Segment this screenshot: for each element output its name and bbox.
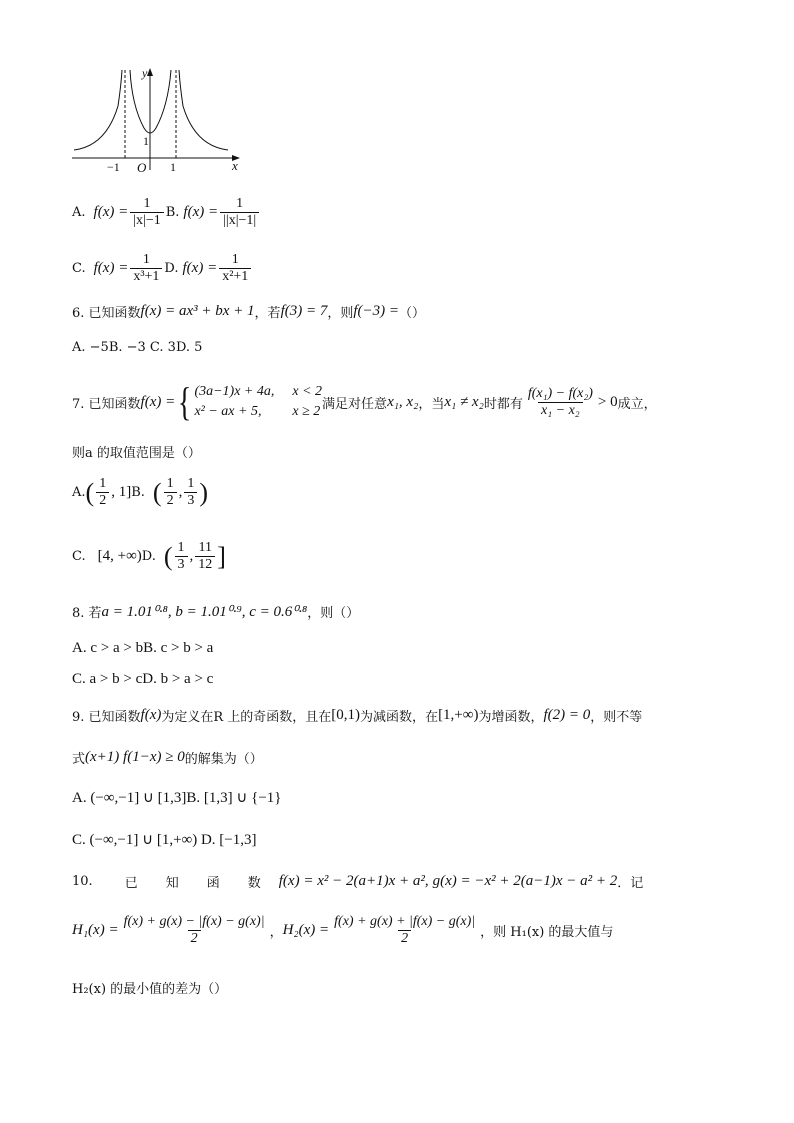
q6-stem-d: （） bbox=[399, 306, 426, 321]
q9-interval1: [0,1) bbox=[331, 707, 361, 723]
q5-b-fraction bbox=[220, 196, 259, 229]
q7-d-den1: 3 bbox=[175, 556, 188, 573]
q10-h1-num: f(x) + g(x) − |f(x) − g(x)| bbox=[123, 914, 265, 929]
q5-c-label: C. bbox=[72, 261, 86, 276]
q9-line1-b: 为定义在R 上的奇函数，且在 bbox=[161, 710, 332, 725]
q10-f: f(x) = x² − 2(a+1)x + a², bbox=[278, 873, 429, 889]
q7-d-frac2 bbox=[195, 540, 215, 573]
q9-line1-d: 为增函数， bbox=[478, 710, 544, 725]
graph-one-label: 1 bbox=[170, 160, 176, 174]
y-axis-arrow bbox=[147, 68, 153, 76]
q7-b-den1: 2 bbox=[164, 492, 177, 509]
graph-origin-label: O bbox=[137, 160, 147, 175]
q10-ji: ．记 bbox=[617, 876, 644, 891]
q7-cases bbox=[194, 382, 322, 422]
q9-line1-e: ，则不等 bbox=[590, 710, 643, 725]
q9-interval2: [1,+∞) bbox=[438, 707, 479, 723]
q7-b-num2: 1 bbox=[187, 476, 195, 491]
q10-h2-lhs: H₂(x) = bbox=[282, 922, 330, 938]
q7-b-label: B. bbox=[131, 485, 145, 500]
q10-h2-num: f(x) + g(x) + |f(x) − g(x)| bbox=[334, 914, 476, 929]
q10-g: g(x) = −x² + 2(a−1)x − a² + 2 bbox=[432, 873, 618, 889]
graph-y-one-label: 1 bbox=[143, 134, 149, 148]
q10-w4: 函 bbox=[206, 876, 220, 891]
q8-stem-a: 8. 若 bbox=[72, 606, 102, 621]
q5-a-den: |x|−1 bbox=[130, 212, 164, 229]
q6-cond: f(3) = 7 bbox=[280, 303, 328, 319]
q5-a-num: 1 bbox=[143, 196, 151, 211]
q7-a-frac bbox=[96, 476, 109, 509]
q10-h1-frac bbox=[121, 914, 268, 947]
graph-neg-one-label: −1 bbox=[107, 160, 120, 174]
q7-b-den2: 3 bbox=[184, 492, 197, 509]
q5-b-label: B. bbox=[165, 205, 180, 220]
q6-stem-b: ，若 bbox=[254, 306, 281, 321]
q7-options-ab bbox=[72, 476, 208, 509]
q8-stem bbox=[72, 602, 359, 621]
q10-h2-frac bbox=[331, 914, 478, 947]
q6-stem-a: 6. 已知函数 bbox=[72, 306, 141, 321]
q10-number: 10. bbox=[72, 874, 93, 889]
function-graph bbox=[66, 66, 248, 178]
q7-d-close: ] bbox=[217, 541, 226, 571]
q8-stem-b: ，则（） bbox=[307, 606, 360, 621]
q10-w2: 已 bbox=[124, 876, 138, 891]
q7-brace: { bbox=[178, 379, 192, 424]
q7-frac-num: f(x₁) − f(x₂) bbox=[527, 385, 593, 401]
q7-stem-e: 成立， bbox=[617, 396, 657, 412]
q5-d-num: 1 bbox=[231, 252, 239, 267]
q7-stem-c: ，当 bbox=[418, 396, 445, 412]
q10-h1-lhs: H₁(x) = bbox=[72, 922, 119, 938]
q9-line1-a: 9. 已知函数 bbox=[72, 710, 141, 725]
q7-b-open: ( bbox=[152, 477, 162, 507]
q5-options-cd bbox=[72, 252, 253, 285]
q9-options-cd: C. (−∞,−1] ∪ [1,+∞) D. [−1,3] bbox=[72, 832, 257, 848]
q8-options-ab: A. c > a > bB. c > b > a bbox=[72, 640, 214, 656]
q7-fraction bbox=[525, 386, 596, 419]
q6-ask: f(−3) = bbox=[353, 303, 400, 319]
q7-stem bbox=[72, 379, 657, 424]
q5-d-den: x²+1 bbox=[219, 268, 251, 285]
q10-line1 bbox=[72, 872, 643, 891]
q7-b-close: ) bbox=[199, 477, 208, 507]
q10-line2: H₁(x) = $\frac{f(x) + g(x) - |f(x) - g(x)|}{2}$ ， H₂(x) = $\frac{f(x) + g(x) + |f(x) - g(x)|}{2}$ ，则 H₁(x) 的最大值与 bbox=[72, 914, 614, 946]
q7-cond1: x < 2 bbox=[292, 384, 323, 399]
q10-h2-den: 2 bbox=[398, 930, 411, 947]
q7-a-open: ( bbox=[85, 477, 95, 507]
q7-b-comma: , bbox=[178, 484, 183, 500]
q10-tail: ，则 H₁(x) 的最大值与 bbox=[480, 925, 614, 940]
q7-a-num1: 1 bbox=[99, 476, 107, 491]
graph-x-label: x bbox=[232, 158, 238, 173]
q9-line2-b: 的解集为（） bbox=[184, 752, 263, 767]
q7-case1: (3a−1)x + 4a, bbox=[194, 384, 275, 399]
q7-frac-den: x₁ − x₂ bbox=[538, 402, 583, 419]
q8-options-cd: C. a > b > cD. b > a > c bbox=[72, 671, 214, 687]
q7-stem-b: 满足对任意 bbox=[322, 396, 388, 412]
q9-f2: f(2) = 0 bbox=[543, 707, 591, 723]
q5-options-ab bbox=[72, 196, 261, 229]
q5-d-label: D. bbox=[164, 261, 179, 276]
q5-d-fraction bbox=[219, 252, 251, 285]
q7-d-comma: , bbox=[189, 548, 194, 564]
q7-d-frac1 bbox=[175, 540, 188, 573]
q7-stem-d: 时都有 bbox=[483, 396, 523, 412]
q9-line2-a: 式 bbox=[72, 752, 86, 767]
q7-c-val: [4, +∞) bbox=[97, 548, 142, 564]
q5-c-num: 1 bbox=[142, 252, 150, 267]
q5-a-lhs: f(x) = bbox=[93, 204, 129, 220]
q10-w3: 知 bbox=[165, 876, 179, 891]
q5-a-label: A. bbox=[72, 205, 86, 220]
q7-d-open: ( bbox=[163, 541, 173, 571]
q5-b-num: 1 bbox=[236, 196, 244, 211]
q5-a-fraction bbox=[130, 196, 164, 229]
q7-neq: x₁ ≠ x₂ bbox=[444, 393, 484, 410]
q8-expr: a = 1.01⁰·⁸, b = 1.01⁰·⁹, c = 0.6⁰·⁸ bbox=[101, 604, 308, 620]
q5-c-den: x³+1 bbox=[130, 268, 162, 285]
q10-w5: 数 bbox=[247, 876, 261, 891]
q7-d-label: D. bbox=[141, 549, 156, 564]
q7-d-num1: 1 bbox=[177, 540, 185, 555]
q5-c-lhs: f(x) = bbox=[93, 260, 129, 276]
curve-right-outer bbox=[179, 70, 228, 150]
q9-f1: f(x) bbox=[140, 707, 162, 723]
q7-d-den2: 12 bbox=[195, 556, 215, 573]
q7-gt: > 0 bbox=[597, 393, 618, 410]
q5-b-lhs: f(x) = bbox=[183, 204, 219, 220]
q9-line2 bbox=[72, 748, 263, 767]
q7-a-label: A. bbox=[72, 485, 86, 500]
q7-line2: 则a 的取值范围是（） bbox=[72, 446, 201, 461]
q7-b-frac2 bbox=[184, 476, 197, 509]
q6-stem-c: ，则 bbox=[327, 306, 354, 321]
q5-c-fraction bbox=[130, 252, 162, 285]
q9-ineq: (x+1) f(1−x) ≥ 0 bbox=[85, 749, 185, 765]
q7-cond2: x ≥ 2 bbox=[292, 404, 321, 419]
q7-b-num1: 1 bbox=[166, 476, 174, 491]
q5-d-lhs: f(x) = bbox=[182, 260, 218, 276]
q7-b-frac1 bbox=[164, 476, 177, 509]
q7-c-label: C. bbox=[72, 549, 86, 564]
q7-a-tail: , 1] bbox=[111, 484, 132, 500]
q7-lhs: f(x) = bbox=[140, 393, 176, 410]
q7-stem-a: 7. 已知函数 bbox=[72, 396, 141, 412]
curve-left-outer bbox=[74, 70, 122, 150]
q6-options: A. −5B. −3 C. 3D. 5 bbox=[72, 340, 203, 355]
graph-y-label: y bbox=[142, 66, 148, 80]
q9-line1 bbox=[72, 706, 642, 725]
q7-case2: x² − ax + 5, bbox=[194, 404, 262, 419]
q7-options-cd bbox=[72, 540, 226, 573]
q6-stem bbox=[72, 302, 425, 321]
q10-line3: H₂(x) 的最小值的差为（） bbox=[72, 982, 228, 997]
q7-vars: x₁, x₂ bbox=[387, 393, 419, 410]
q9-options-ab: A. (−∞,−1] ∪ [1,3]B. [1,3] ∪ {−1} bbox=[72, 790, 282, 806]
q7-a-den1: 2 bbox=[96, 492, 109, 509]
q10-h1-den: 2 bbox=[188, 930, 201, 947]
q6-func: f(x) = ax³ + bx + 1 bbox=[140, 303, 255, 319]
q9-line1-c: 为减函数，在 bbox=[360, 710, 439, 725]
q7-d-num2: 11 bbox=[198, 540, 213, 555]
q5-b-den: ||x|−1| bbox=[220, 212, 259, 229]
